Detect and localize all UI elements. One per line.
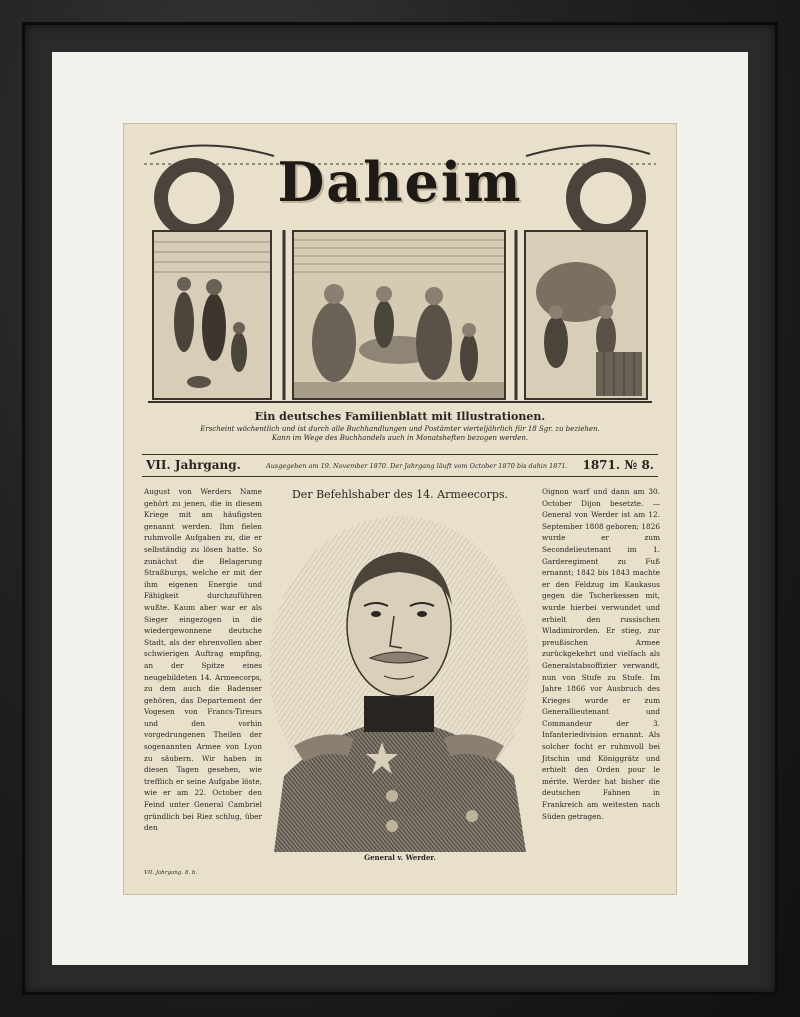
portrait-caption: General v. Werder. — [364, 853, 436, 862]
subscription-info: Erscheint wöchentlich und ist durch alle Buchhandlungen und Postämter vierteljährlich für 18 Sgr. zu beziehen. — [200, 425, 600, 433]
masthead — [144, 134, 656, 404]
newspaper-page — [124, 124, 676, 894]
general-portrait — [264, 506, 534, 852]
issue-number: 1871. № 8. — [582, 458, 654, 472]
monthly-issue-info: Kann im Wege des Buchhandels auch in Monatsheften bezogen werden. — [271, 434, 529, 442]
issue-dates: Ausgegeben am 19. November 1870. Der Jahrgang läuft vom October 1870 bis dahin 1871. — [266, 462, 568, 470]
garden-scene-illustration — [526, 232, 646, 398]
article-left-column: August von Werders Name gehört zu jenen, die in diesem Kriege mit am häufigsten genannt werden. Ihm fielen ruhmvolle Aufgaben zu, die er selbständig zu lösen hatte. So zunächst die Belagerung Straßburgs, welche er mit der ihm eigenen Energie und Fähigkeit durchzuführen wußte. Kaum aber war er als Sieger eingezogen in die wiedergewonnene deutsche Stadt, als der ehrenvollen aber schwierigen Auftrag empfing, an der Spitze eines neugebildeten 14. Armeecorps, zu dem auch die Badenser gehören, das Departement der Vogesen von Francs-Tireurs und den vorhin vorgedrungenen Theilen der sogenannten Armee von Lyon zu säubern. Wir haben in diesen Tagen gesehen, wie trefflich er seine Aufgabe löste, wie er am 22. October den Feind unter General Cambriel gründlich bei Riez schlug, über den — [144, 487, 262, 833]
illustration-panel-right — [524, 230, 648, 400]
family-scene-illustration — [294, 232, 504, 398]
portrait-engraving — [264, 506, 534, 852]
divider-top — [142, 454, 658, 455]
article-title: Der Befehlshaber des 14. Armeecorps. — [291, 488, 508, 501]
illustration-panel-left — [152, 230, 272, 400]
divider-bottom — [142, 476, 658, 477]
street-scene-illustration — [154, 232, 270, 398]
masthead-subtitle: Ein deutsches Familienblatt mit Illustrationen. — [254, 410, 546, 423]
illustration-panel-center — [292, 230, 506, 400]
masthead-title: Daheim — [277, 150, 523, 214]
page-footer: VII. Jahrgang. 8. b. — [144, 870, 198, 876]
volume-label: VII. Jahrgang. — [146, 458, 241, 472]
article-right-column: Oignon warf und dann am 30. October Dijon besetzte. — General von Werder ist am 12. September 1808 geboren; 1826 wurde er zum Secondelieutenant im 1. Garderegiment zu Fuß ernannt; 1842 bis 1843 machte er den Feldzug im Kaukasus gegen die Tscherkessen mit, wurde hierbei verwundet und erhielt den russischen Wladimirorden. Er stieg, zur preußischen Armee zurückgekehrt und vielfach als Generalstabsoffizier verwandt, nun von Stufe zu Stufe. Im Jahre 1866 vor Ausbruch des Krieges wurde er zum Generallieutenant und Commandeur der 3. Infanteriedivision ernannt. Als solcher focht er ruhmvoll bei Jitschin und Königgrätz und erhielt den Orden pour le mérite. Werder hat bisher die deutschen Fahnen in Frankreich am weitesten nach Süden getragen. — [542, 487, 660, 821]
issue-line — [146, 458, 654, 474]
